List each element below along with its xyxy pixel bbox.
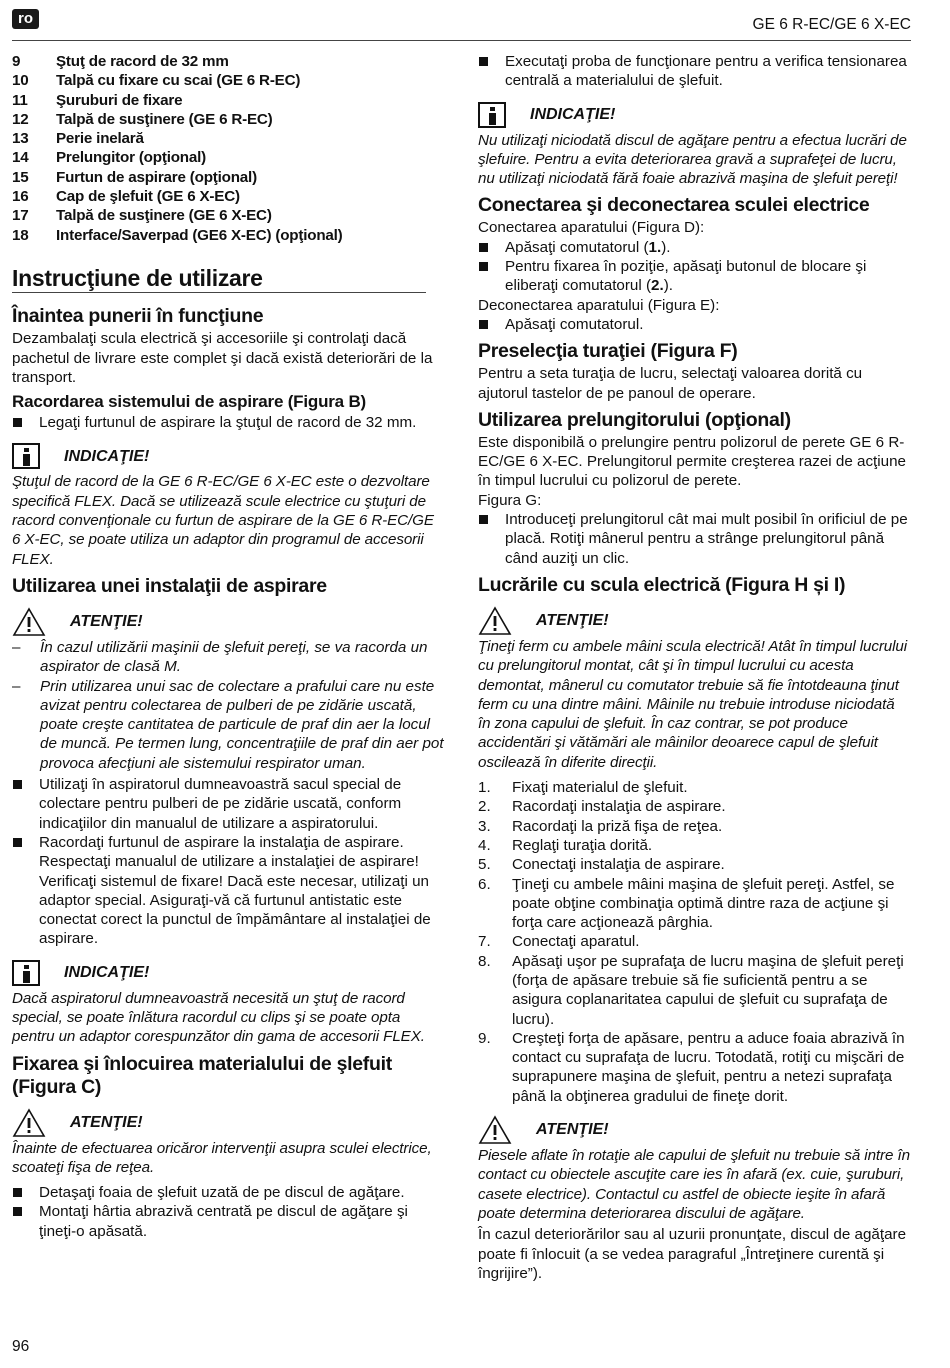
heading-speed-preselection: Preselecţia turaţiei (Figura F): [478, 340, 738, 363]
warning-label: ATENŢIE!: [70, 613, 143, 631]
list-item: – În cazul utilizării maşinii de şlefuit pereţi, se va racorda un aspirator de clasă M.: [12, 638, 444, 677]
list-item: Executaţi proba de funcţionare pentru a verifica tensionarea centrală a materialului de şlefuit.: [478, 52, 910, 91]
warning-icon: [12, 1108, 46, 1138]
list-item: 18 Interface/Saverpad (GE6 X-EC) (opţional): [12, 226, 343, 244]
heading-extension: Utilizarea prelungitorului (opţional): [478, 408, 791, 431]
warning-block: [478, 1114, 910, 1223]
right-column: [478, 52, 910, 1283]
list-item: Utilizaţi în aspiratorul dumneavoastră sacul special de colectare pentru pulberi de pe zidărie uscată, conform indicaţiilor din manualul de utilizare a aspiratorului.: [12, 775, 444, 833]
heading-vacuum-system: Utilizarea unei instalaţii de aspirare: [12, 574, 327, 597]
warning-text: Piesele aflate în rotaţie ale capului de şlefuit nu trebuie să intre în contact cu obiectele ascuţite care ies în afară (ex. cuie, şuruburi, casete electrice). Contactul cu astfel de obiecte ieşite în afară poate determina deteriorarea discului de agăţare.: [478, 1147, 910, 1222]
before-use-text: Dezambalaţi scula electrică şi accesoriile şi controlaţi dacă pachetul de livrare este complet şi dacă există deteriorări de la transport.: [12, 330, 433, 386]
list-item: Apăsaţi comutatorul (1.).: [478, 238, 910, 257]
speed-text: Pentru a seta turaţia de lucru, selectaţi valoarea dorită cu ajutorul tastelor de pe panoul de operare.: [478, 365, 863, 402]
list-item: Montaţi hârtia abrazivă centrată pe discul de agăţare şi ţineţi-o apăsată.: [12, 1202, 444, 1241]
switch-off-bullets: [478, 315, 910, 334]
warning-text: Ţineţi ferm cu ambele mâini scula electrică! Atât în timpul lucrului cu prelungitorul montat, cât şi în timpul lucrului cu acesta demontat, mânerul cu comutator trebuie să fie întotdeauna ţinut ferm cu una dintre mâini. Mâinile nu trebuie introduse niciodată în zona capului de şlefuit. În caz contrar, se pot produce accidentări şi vătămări ale mâinilor deoarece capul de şlefuit oscilează în diferite direcţii.: [478, 637, 908, 771]
list-item: Legaţi furtunul de aspirare la ştuţul de racord de 32 mm.: [12, 413, 444, 432]
list-item: Pentru fixarea în poziţie, apăsaţi butonul de blocare şi eliberaţi comutatorul (2.).: [478, 257, 910, 296]
note-text: Ştuţul de racord de la GE 6 R-EC/GE 6 X-EC este o dezvoltare specifică FLEX. Dacă se utilizează scule electrice cu ştuţuri de racord convenţionale cu furtun de aspirare de la GE 6 R-EC/GE 6 X-EC, se poate utiliza un adaptor din programul de accesorii FLEX.: [12, 473, 434, 568]
list-item: Apăsaţi comutatorul.: [478, 315, 910, 334]
note-label: INDICAŢIE!: [64, 964, 150, 982]
warning-text: Înainte de efectuarea oricăror intervenţii asupra sculei electrice, scoateţi fişa de reţea.: [12, 1139, 432, 1176]
list-item: 17 Talpă de susţinere (GE 6 X-EC): [12, 207, 272, 225]
list-item: 3. Racordaţi la priză fişa de reţea.: [478, 817, 723, 835]
replacement-text: În cazul deteriorărilor sau al uzurii pronunţate, discul de agăţare poate fi înlocuit (a se vedea paragraful „Întreţinere curentă şi îngrijire”).: [478, 1226, 907, 1282]
list-item: 9 Ştuţ de racord de 32 mm: [12, 53, 229, 70]
vacuum-bullets: [12, 775, 444, 949]
note-text: Nu utilizaţi niciodată discul de agăţare pentru a efectua lucrări de şlefuire. Pentru a evita deteriorarea gravă a suprafeţei de lucru, nu utilizaţi niciodată fără foaie abrazivă maşina de şlefuit pereţi!: [478, 131, 907, 188]
heading-fixing-abrasive: Fixarea şi înlocuirea materialului de şlefuit (Figura C): [12, 1052, 392, 1098]
suction-bullets: [12, 413, 444, 432]
warning-icon: [12, 607, 46, 637]
list-item: 11 Şuruburi de fixare: [12, 91, 183, 109]
list-item: 6. Ţineţi cu ambele mâini maşina de şlefuit pereţi. Astfel, se poate obţine combinaţia optimă dintre raza de acţiune şi forţa care acţionează pârghia.: [478, 875, 895, 932]
list-item: 8. Apăsaţi uşor pe suprafaţa de lucru maşina de şlefuit pereţi (forţa de apăsare trebuie să fie suficientă pentru a se asigura coplanaritatea capului de şlefuit cu suprafaţa de lucru).: [478, 952, 904, 1028]
warning-label: ATENŢIE!: [536, 612, 609, 630]
list-item: 12 Talpă de susţinere (GE 6 R-EC): [12, 110, 273, 128]
extension-figure-label: Figura G:: [478, 491, 542, 509]
list-item: Detaşaţi foaia de şlefuit uzată de pe discul de agăţare.: [12, 1183, 444, 1202]
list-item: – Prin utilizarea unui sac de colectare a prafului care nu este avizat pentru colectarea de pulberi de pe zidărie uscată, poate creşte cantitatea de particule de praf din aer la locul de muncă. Pe termen lung, concentraţiile de praf din aer pot provoca afecţiuni ale sistemului respirator uman.: [12, 677, 444, 773]
extension-bullets: [478, 510, 910, 568]
list-item: Introduceţi prelungitorul cât mai mult posibil în orificiul de pe placă. Rotiţi mânerul pentru a strânge prelungitorul până când auziţi un clic.: [478, 510, 910, 568]
model-header: GE 6 R-EC/GE 6 X-EC: [752, 16, 911, 33]
note-block: [12, 440, 444, 568]
warning-icon: [478, 1115, 512, 1145]
warning-icon: [478, 606, 512, 636]
info-icon: [12, 443, 40, 469]
note-block: [12, 957, 444, 1047]
section-title: Instrucţiune de utilizare: [12, 269, 426, 293]
heading-suction-connection: Racordarea sistemului de aspirare (Figura B): [12, 392, 366, 412]
extension-text: Este disponibilă o prelungire pentru polizorul de perete GE 6 R-EC/GE 6 X-EC. Prelungitorul permite creşterea razei de acţiune în timpul lucrului cu polizorul de perete.: [478, 433, 906, 490]
list-item: 7. Conectaţi aparatul.: [478, 933, 640, 951]
list-item: 15 Furtun de aspirare (opţional): [12, 168, 257, 186]
warning-block: [12, 606, 444, 773]
working-steps: [478, 778, 910, 1106]
note-block: [478, 99, 910, 189]
warning-block: [478, 605, 910, 772]
fixing-bullets-continued: [478, 52, 910, 91]
list-item: 14 Prelungitor (opţional): [12, 149, 206, 167]
list-item: 9. Creşteţi forţa de apăsare, pentru a aduce foaia abrazivă în contact cu suprafaţa de lucru. Totodată, rotiţi cu mişcări de suprapunere maşina de şlefuit, pentru a netezi suprafaţa până la obţinerea gradului de fineţe dorit.: [478, 1029, 905, 1105]
list-item: 16 Cap de şlefuit (GE 6 X-EC): [12, 188, 240, 206]
left-column: [12, 52, 444, 1241]
list-item: 13 Perie inelară: [12, 130, 144, 148]
heading-before-use: Înaintea punerii în funcţiune: [12, 305, 264, 328]
list-item: 2. Racordaţi instalaţia de aspirare.: [478, 798, 726, 816]
language-badge: ro: [12, 9, 39, 29]
note-text: Dacă aspiratorul dumneavoastră necesită un ştuţ de racord special, se poate înlătura racordul cu clips şi se poate opta pentru un adaptor corespunzător din gama de accesorii FLEX.: [12, 989, 425, 1046]
note-label: INDICAŢIE!: [530, 105, 616, 123]
heading-working: Lucrările cu scula electrică (Figura H și I): [478, 573, 846, 596]
list-item: 10 Talpă cu fixare cu scai (GE 6 R-EC): [12, 72, 301, 90]
list-item: Racordaţi furtunul de aspirare la instalaţia de aspirare. Respectaţi manualul de utilizare a instalaţiei de aspirare! Verificaţi sistemul de fixare! Dacă este necesar, utilizaţi un adaptor special. Asiguraţi-vă că furtunul antistatic este conectat corect la punctul de împământare al instalaţiei de aspirare.: [12, 833, 444, 949]
warning-block: [12, 1107, 444, 1178]
note-label: INDICAŢIE!: [64, 447, 150, 465]
list-item: 1. Fixaţi materialul de şlefuit.: [478, 779, 688, 797]
list-item: 5. Conectaţi instalaţia de aspirare.: [478, 856, 725, 874]
switch-on-label: Conectarea aparatului (Figura D):: [478, 219, 705, 237]
info-icon: [478, 102, 506, 128]
header-rule: [12, 40, 911, 41]
switch-on-bullets: [478, 238, 910, 296]
page-number: 96: [12, 1338, 30, 1355]
warning-list: [12, 638, 444, 773]
list-item: 4. Reglaţi turaţia dorită.: [478, 836, 653, 854]
fixing-bullets: [12, 1183, 444, 1241]
switch-off-label: Deconectarea aparatului (Figura E):: [478, 296, 720, 314]
warning-label: ATENŢIE!: [536, 1121, 609, 1139]
parts-list: [12, 52, 444, 245]
warning-label: ATENŢIE!: [70, 1113, 143, 1131]
info-icon: [12, 960, 40, 986]
heading-switching: Conectarea şi deconectarea sculei electrice: [478, 194, 870, 217]
